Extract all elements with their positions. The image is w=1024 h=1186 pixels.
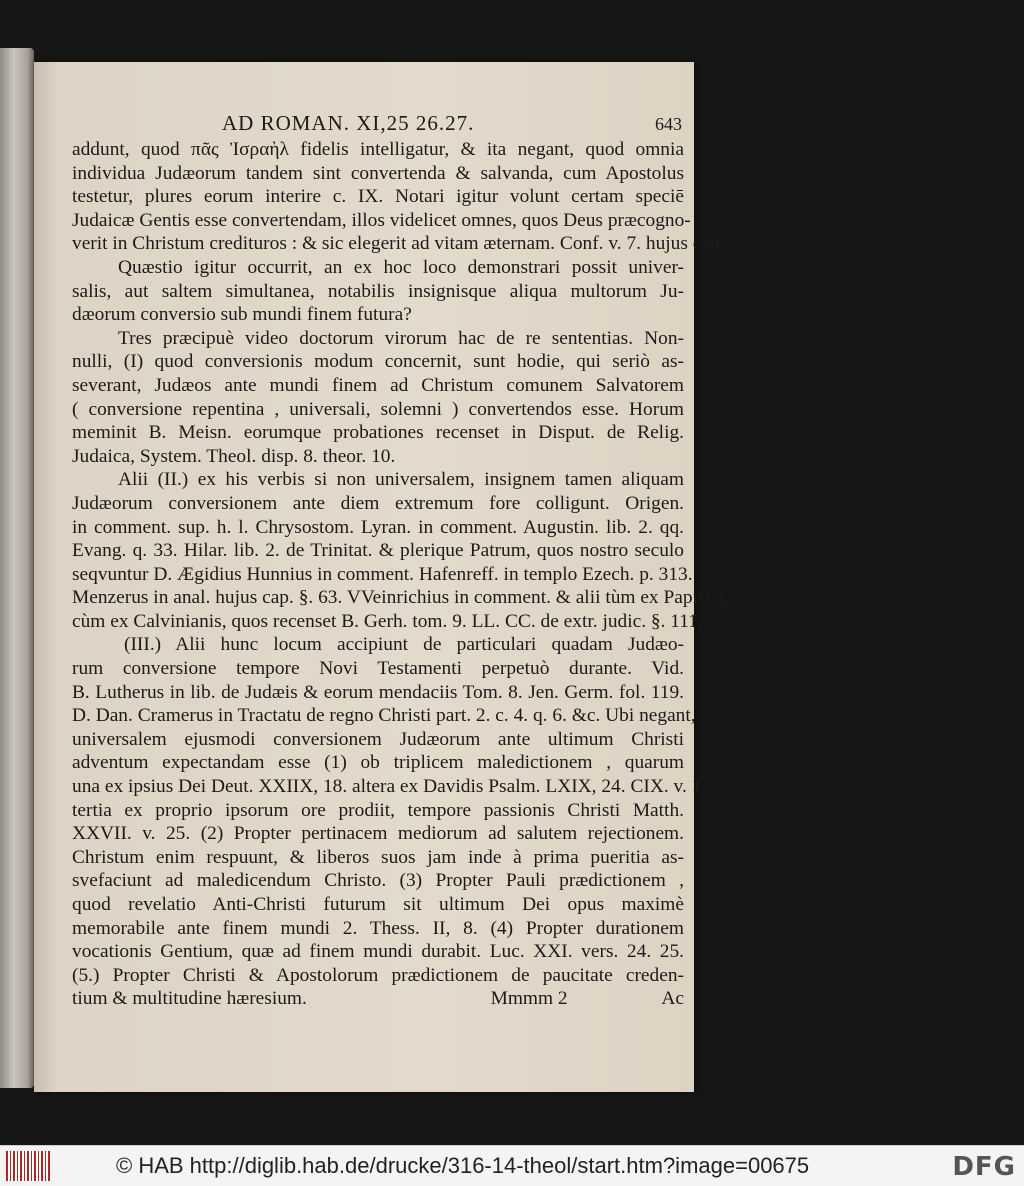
dfg-logo: DFG xyxy=(952,1152,1016,1182)
text-line: Evang. q. 33. Hilar. lib. 2. de Trinitat. & plerique Patrum, quos nostro seculo xyxy=(72,540,684,562)
page-number: 643 xyxy=(655,114,682,134)
text-line: severant, Judæos ante mundi finem ad Christum comunem Salvatorem xyxy=(72,374,684,396)
text-line: Quæstio igitur occurrit, an ex hoc loco demonstrari possit univer- xyxy=(118,256,684,278)
text-line: rum conversione tempore Novi Testamenti perpetuò durante. Vid. xyxy=(72,658,684,680)
text-line: tertia ex proprio ipsorum ore prodiit, tempore passionis Christi Matth. xyxy=(72,799,684,821)
text-line: B. Lutherus in lib. de Judæis & eorum mendaciis Tom. 8. Jen. Germ. fol. 119. xyxy=(72,681,684,703)
footer-bar xyxy=(0,1145,1024,1186)
text-line: adventum expectandam esse (1) ob triplicem maledictionem , quarum xyxy=(72,752,684,774)
text-line: individua Judæorum tandem sint convertenda & salvanda, cum Apostolus xyxy=(72,162,684,184)
text-line: testetur, plures eorum interire c. IX. Notari igitur volunt certam speciē xyxy=(72,186,684,208)
running-title: AD ROMAN. XI,25 26.27. xyxy=(222,111,475,135)
text-line: D. Dan. Cramerus in Tractatu de regno Christi part. 2. c. 4. q. 6. &c. Ubi negant, xyxy=(72,705,696,727)
book-page xyxy=(34,62,729,1092)
text-line: quod revelatio Anti-Christi futurum sit ultimum Dei opus maximè xyxy=(72,894,684,915)
catchword: Ac xyxy=(661,988,684,1010)
citation-link[interactable]: © HAB http://diglib.hab.de/drucke/316-14-theol/start.htm?image=00675 xyxy=(116,1153,810,1178)
text-line: memorabile ante finem mundi 2. Thess. II, 8. (4) Propter durationem xyxy=(72,917,684,939)
text-line: svefaciunt ad maledicendum Christo. (3) Propter Pauli prædictionem , xyxy=(72,870,684,892)
text-line: Christum enim respuunt, & liberos suos jam inde à prima pueritia as- xyxy=(72,846,684,868)
last-line xyxy=(72,987,684,1011)
last-text-line: tium & multitudine hæresium. xyxy=(72,988,307,1010)
text-line: una ex ipsius Dei Deut. XXIIX, 18. altera ex Davidis Psalm. LXIX, 24. CIX. v. 17. xyxy=(72,776,716,798)
text-line: Judaica, System. Theol. disp. 8. theor. 10. xyxy=(72,445,396,467)
text-line: Judaicæ Gentis esse convertendam, illos videlicet omnes, quos Deus præcogno- xyxy=(72,209,691,231)
barcode-icon xyxy=(6,1151,50,1181)
text-line: cùm ex Calvinianis, quos recenset B. Gerh. tom. 9. LL. CC. de extr. judic. §. 111. xyxy=(72,610,703,632)
page-text xyxy=(72,111,729,1011)
text-line: salis, aut saltem simultanea, notabilis insignisque aliqua multorum Ju- xyxy=(72,280,684,302)
text-line: (III.) Alii hunc locum accipiunt de particulari quadam Judæo- xyxy=(124,634,684,656)
text-line: universalem ejusmodi conversionem Judæorum ante ultimum Christi xyxy=(72,728,684,750)
text-line: dæorum conversio sub mundi finem futura? xyxy=(72,304,412,326)
text-line: Tres præcipuè video doctorum virorum hac de re sententias. Non- xyxy=(118,327,684,349)
text-line: verit in Christum credituros : & sic elegerit ad vitam æternam. Conf. v. 7. hujus cap. xyxy=(72,233,725,255)
text-line: Menzerus in anal. hujus cap. §. 63. VVeinrichius in comment. & alii tùm ex Papistis, xyxy=(72,587,729,609)
text-line: vocationis Gentium, quæ ad finem mundi durabit. Luc. XXI. vers. 24. 25. xyxy=(72,941,684,963)
signature-mark: Mmmm 2 xyxy=(490,988,568,1010)
text-line: addunt, quod πᾶς Ἰσραὴλ fidelis intelligatur, & ita negant, quod omnia xyxy=(72,139,684,160)
text-line: nulli, (I) quod conversionis modum concernit, sunt hodie, qui seriò as- xyxy=(72,351,684,373)
text-line: Alii (II.) ex his verbis si non universalem, insignem tamen aliquam xyxy=(118,469,684,491)
text-line: in comment. sup. h. l. Chrysostom. Lyran. in comment. Augustin. lib. 2. qq. xyxy=(72,516,684,538)
text-line: ( conversione repentina , universali, solemni ) convertendos esse. Horum xyxy=(72,398,684,420)
previous-page-edge xyxy=(0,48,34,1088)
text-line: XXVII. v. 25. (2) Propter pertinacem mediorum ad salutem rejectionem. xyxy=(72,823,684,845)
text-line: meminit B. Meisn. eorumque probationes recenset in Disput. de Relig. xyxy=(72,422,684,444)
running-header xyxy=(72,112,684,138)
text-line: seqvuntur D. Ægidius Hunnius in comment. Hafenreff. in templo Ezech. p. 313. xyxy=(72,563,693,585)
text-line: (5.) Propter Christi & Apostolorum prædictionem de paucitate creden- xyxy=(72,964,684,986)
text-line: Judæorum conversionem ante diem extremum fore colligunt. Origen. xyxy=(72,492,684,514)
